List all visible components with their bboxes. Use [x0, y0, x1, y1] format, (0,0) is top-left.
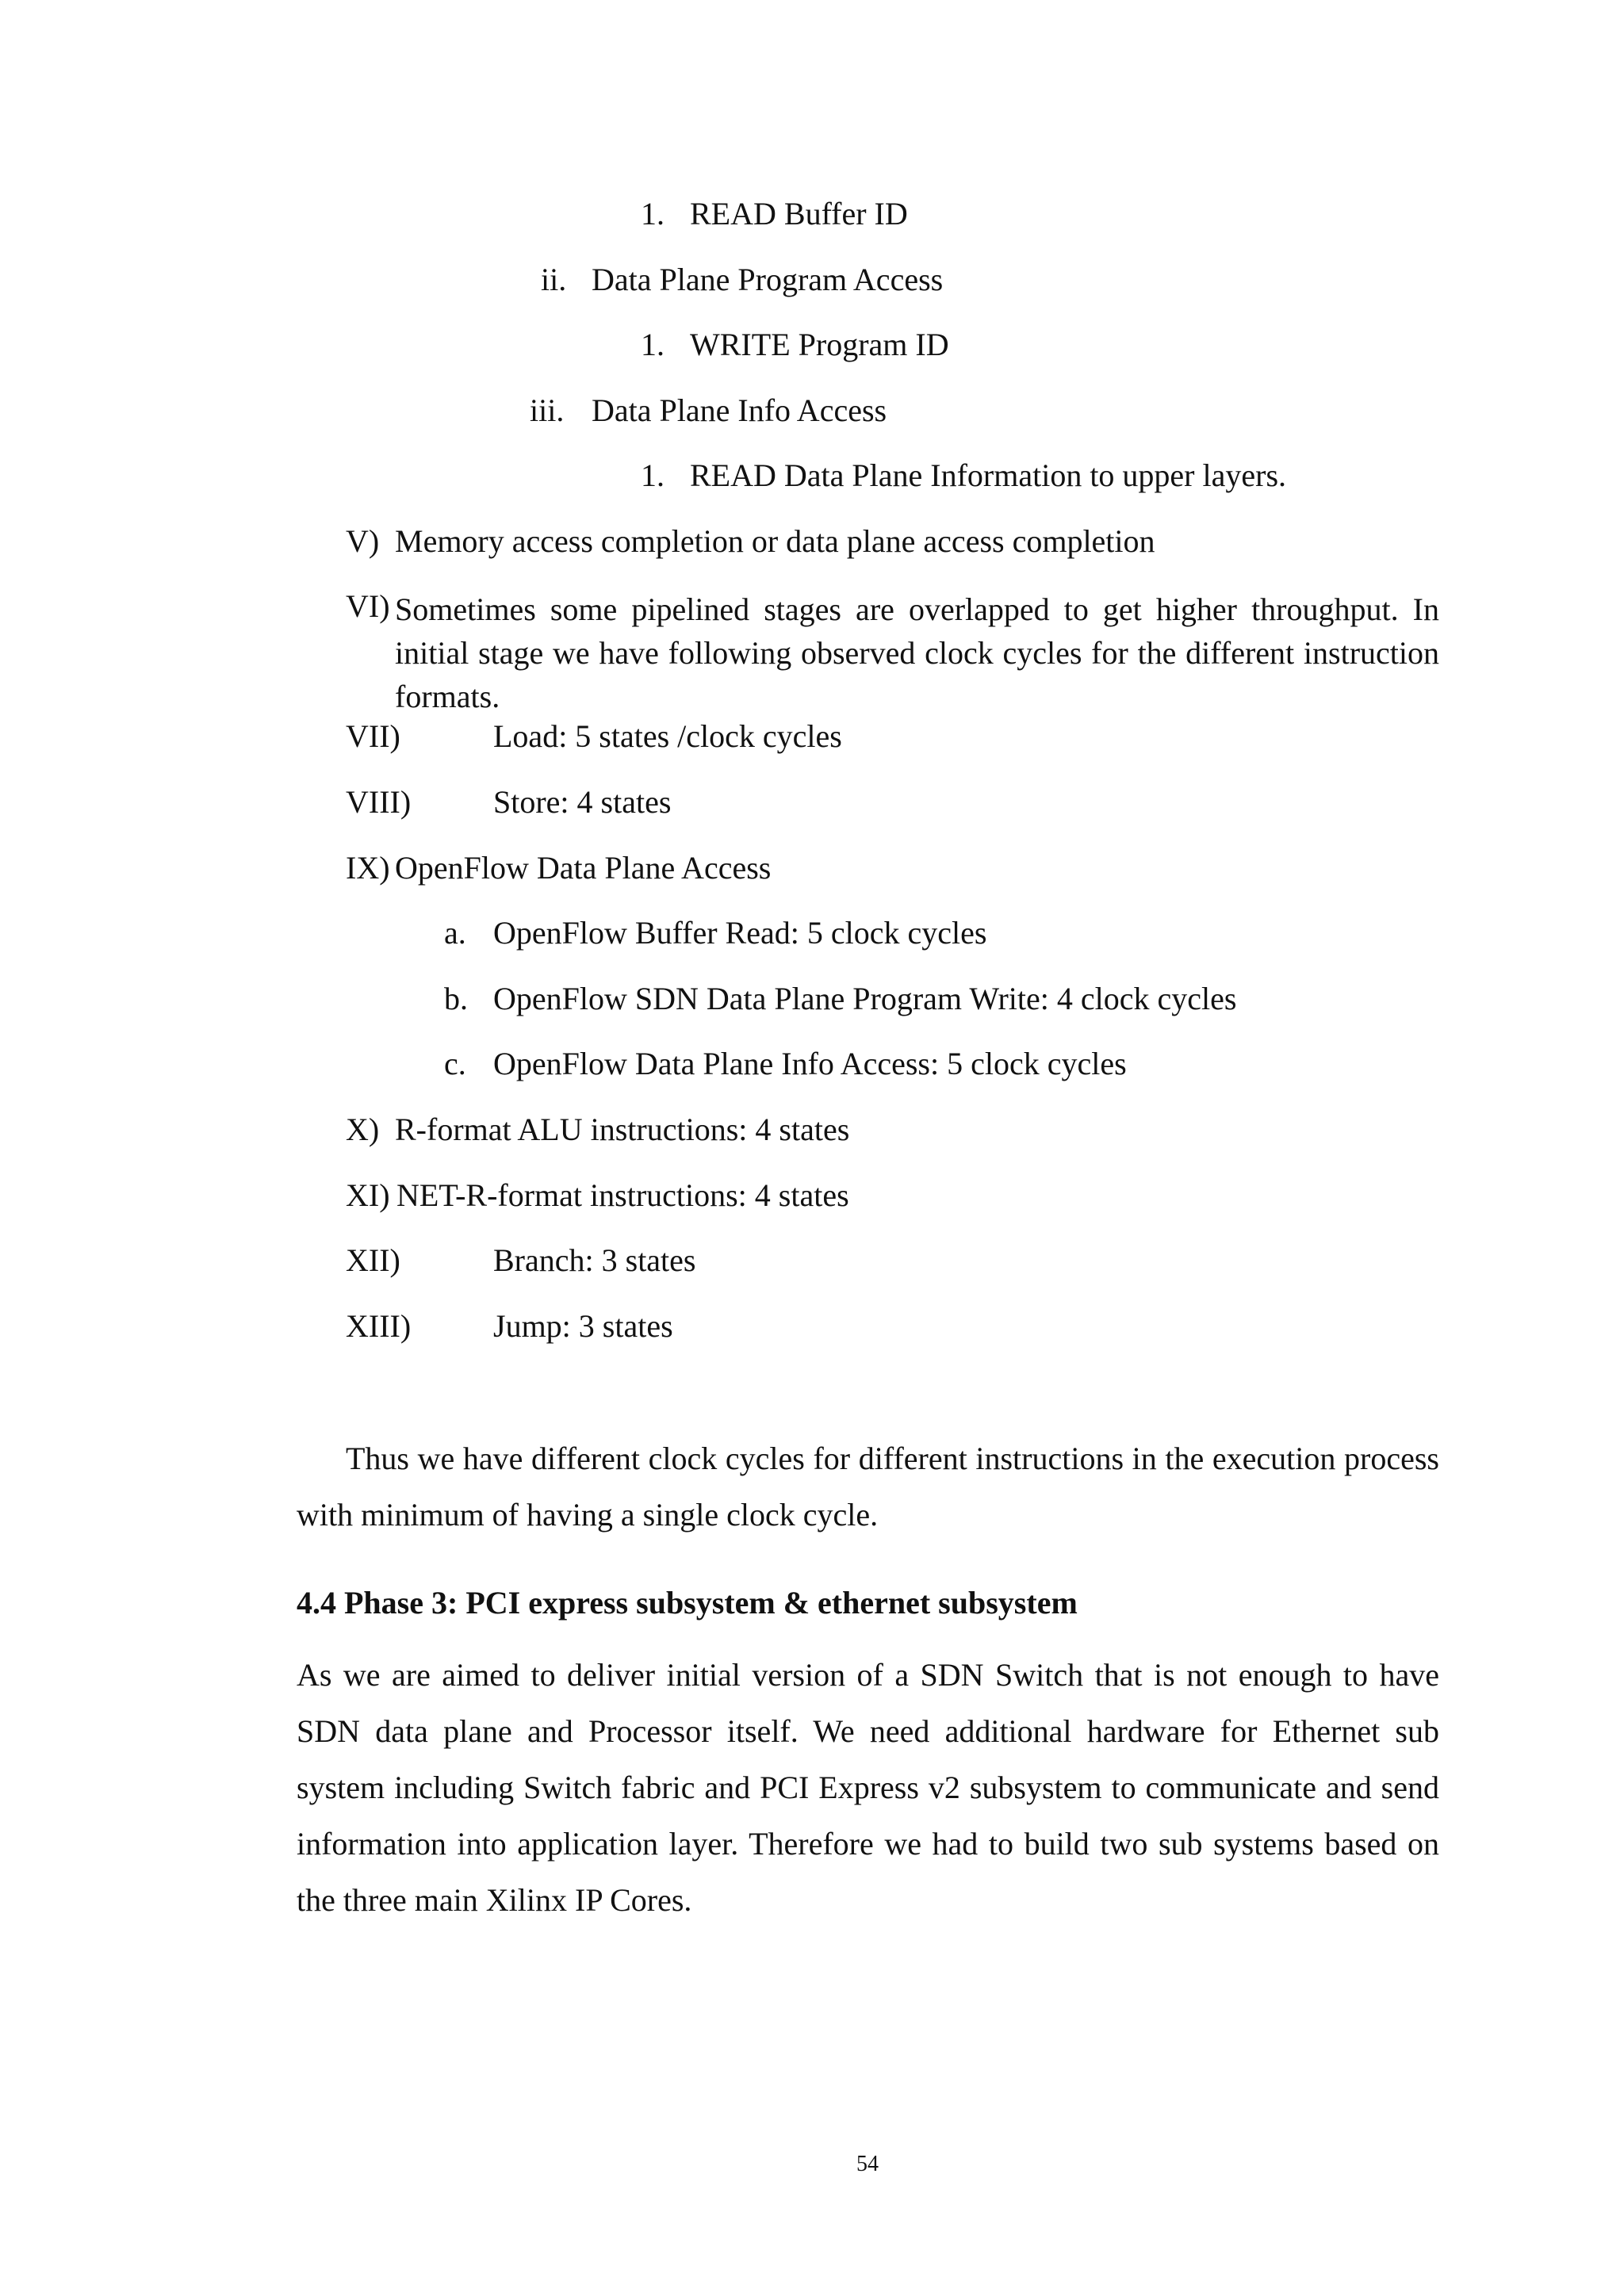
list-item-text: Data Plane Program Access [592, 262, 944, 297]
list-item-text: OpenFlow SDN Data Plane Program Write: 4 clock cycles [493, 981, 1237, 1016]
list-marker: 1. [641, 196, 665, 232]
section-heading: 4.4 Phase 3: PCI express subsystem & ethernet subsystem [297, 1585, 1078, 1621]
list-marker: V) [346, 523, 380, 559]
list-marker: a. [444, 915, 466, 951]
list-marker: VII) [346, 718, 400, 754]
list-item-text: Load: 5 states /clock cycles [493, 718, 842, 754]
list-item-text: Sometimes some pipelined stages are overlapped to get higher throughput. In initial stage we have following observed clock cycles for the different instruction formats. [395, 591, 1439, 714]
list-item-text: READ Buffer ID [690, 196, 908, 232]
list-item-text: Jump: 3 states [493, 1308, 673, 1344]
list-item-text: OpenFlow Buffer Read: 5 clock cycles [493, 915, 987, 951]
list-marker: X) [346, 1112, 380, 1147]
list-item-text: Data Plane Info Access [592, 392, 887, 428]
list-marker: XII) [346, 1242, 400, 1278]
list-marker: VIII) [346, 784, 412, 820]
list-item-text: OpenFlow Data Plane Info Access: 5 clock cycles [493, 1046, 1127, 1081]
list-item-text: WRITE Program ID [690, 327, 949, 362]
list-marker: 1. [641, 457, 665, 493]
list-item-text: Branch: 3 states [493, 1242, 696, 1278]
list-marker: ii. [541, 262, 567, 297]
list-marker: 1. [641, 327, 665, 362]
list-item-text: OpenFlow Data Plane Access [395, 850, 772, 886]
list-marker: b. [444, 981, 468, 1016]
list-item-text: R-format ALU instructions: 4 states [395, 1112, 850, 1147]
list-marker: iii. [530, 392, 565, 428]
list-marker: VI) [346, 588, 390, 624]
section-body-paragraph: As we are aimed to deliver initial version of a SDN Switch that is not enough to have SDN data plane and Processor itself. We need additional hardware for Ethernet sub system including Switch fabric and PCI Express v2 subsystem to communicate and send information into application layer. Therefore we had to build two sub systems based on the three main Xilinx IP Cores. [297, 1657, 1439, 1918]
list-marker: c. [444, 1046, 466, 1081]
list-item-text: Store: 4 states [493, 784, 672, 820]
list-marker: IX) [346, 850, 390, 886]
summary-paragraph: Thus we have different clock cycles for different instructions in the execution process with minimum of having a single clock cycle. [297, 1441, 1439, 1533]
list-marker: XIII) [346, 1308, 412, 1344]
list-item-text: Memory access completion or data plane access completion [395, 523, 1155, 559]
page-number: 54 [856, 2152, 879, 2176]
list-marker: XI) [346, 1177, 390, 1213]
list-item-text: NET-R-format instructions: 4 states [396, 1177, 849, 1213]
list-item-text: READ Data Plane Information to upper layers. [690, 457, 1287, 493]
